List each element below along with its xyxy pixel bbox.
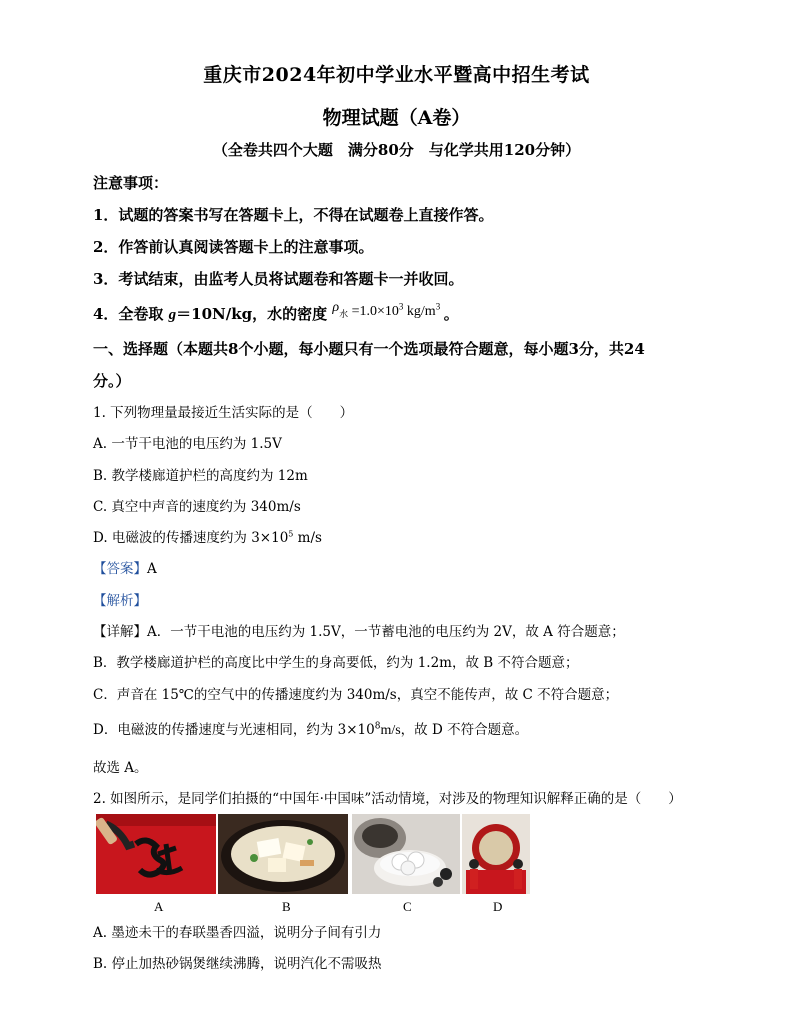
photo-calligraphy [96,814,216,894]
detail-d-end: ，故 D 不符合题意。 [400,722,529,738]
notice-item-4-end: 。 [443,305,459,323]
answer-value: A [147,561,157,577]
rho-subscript: 水 [339,308,349,319]
detail-d-text: D．电磁波的传播速度与光速相同，约为 3×10 [93,722,375,738]
analysis-label: 【解析】 [93,593,147,609]
detail-d-exponent: 8 [374,721,381,732]
q1-stem: 1. 下列物理量最接近生活实际的是（ ） [93,405,354,421]
g-value: ＝10N/kg，水的密度 [176,305,328,323]
q1-detail-b: B．教学楼廊道护栏的高度比中学生的身高要低，约为 1.2m，故 B 不符合题意； [93,655,579,671]
exam-note: （全卷共四个大题 满分80分 与化学共用120分钟） [212,141,581,159]
rho-value: =1.0×10 [351,304,399,319]
detail-label: 【详解】 [93,624,147,640]
q1-option-c: C. 真空中声音的速度约为 340m/s [93,499,301,515]
q2-stem: 2. 如图所示，是同学们拍摄的“中国年·中国味”活动情境，对涉及的物理知识解释正确的是（ ） [93,791,682,807]
q2-option-a: A. 墨迹未干的春联墨香四溢，说明分子间有引力 [93,925,382,941]
q1-conclusion: 故选 A。 [93,760,148,776]
q1-option-a: A. 一节干电池的电压约为 1.5V [93,436,282,452]
q2-option-b: B. 停止加热砂锅煲继续沸腾，说明汽化不需吸热 [93,956,382,972]
exam-subtitle: 物理试题（A卷） [322,107,471,129]
q1-answer [93,557,157,577]
caption-b: B [282,899,291,914]
caption-c: C [403,899,412,914]
notice-heading: 注意事项： [93,174,169,192]
section-1-heading-line-2: 分。） [93,372,131,390]
notice-item-3: 3．考试结束，由监考人员将试题卷和答题卡一并收回。 [93,270,464,288]
q1-option-d [93,526,322,546]
density-formula [332,300,443,323]
q1-detail-c: C．声音在 15℃的空气中的传播速度约为 340m/s，真空不能传声，故 C 不符合题意； [93,687,619,703]
detail-d-unit: m/s [380,723,401,738]
notice-item-4 [93,300,459,326]
q1-option-d-unit: m/s [293,530,322,546]
caption-a: A [154,899,164,914]
answer-label: 【答案】 [93,561,147,577]
q1-option-b: B. 教学楼廊道护栏的高度约为 12m [93,468,308,484]
notice-item-1: 1．试题的答案书写在答题卡上，不得在试题卷上直接作答。 [93,206,494,224]
photo-claypot-soup [218,814,348,894]
rho-unit-exponent: 3 [435,301,441,312]
g-symbol: g [168,307,177,323]
rho-symbol: ρ [332,300,340,315]
photo-tangyuan [352,814,460,894]
caption-d: D [493,899,503,914]
rho-unit: kg/m [406,304,436,319]
section-1-heading-line-1: 一、选择题（本题共8个小题，每小题只有一个选项最符合题意，每小题3分，共24 [93,340,645,358]
exam-title: 重庆市2024年初中学业水平暨高中招生考试 [203,64,590,86]
q1-option-d-text: D. 电磁波的传播速度约为 3×10 [93,530,289,546]
detail-a-text: A．一节干电池的电压约为 1.5V，一节蓄电池的电压约为 2V，故 A 符合题意； [147,624,625,640]
notice-item-2: 2．作答前认真阅读答题卡上的注意事项。 [93,238,374,256]
q1-option-d-exponent: 5 [288,529,294,539]
q1-detail-d [93,718,528,739]
rho-exponent: 3 [398,301,404,312]
notice-item-4-prefix: 4．全卷取 [93,305,169,323]
photo-drum [462,814,530,894]
q1-detail-a [93,620,625,640]
